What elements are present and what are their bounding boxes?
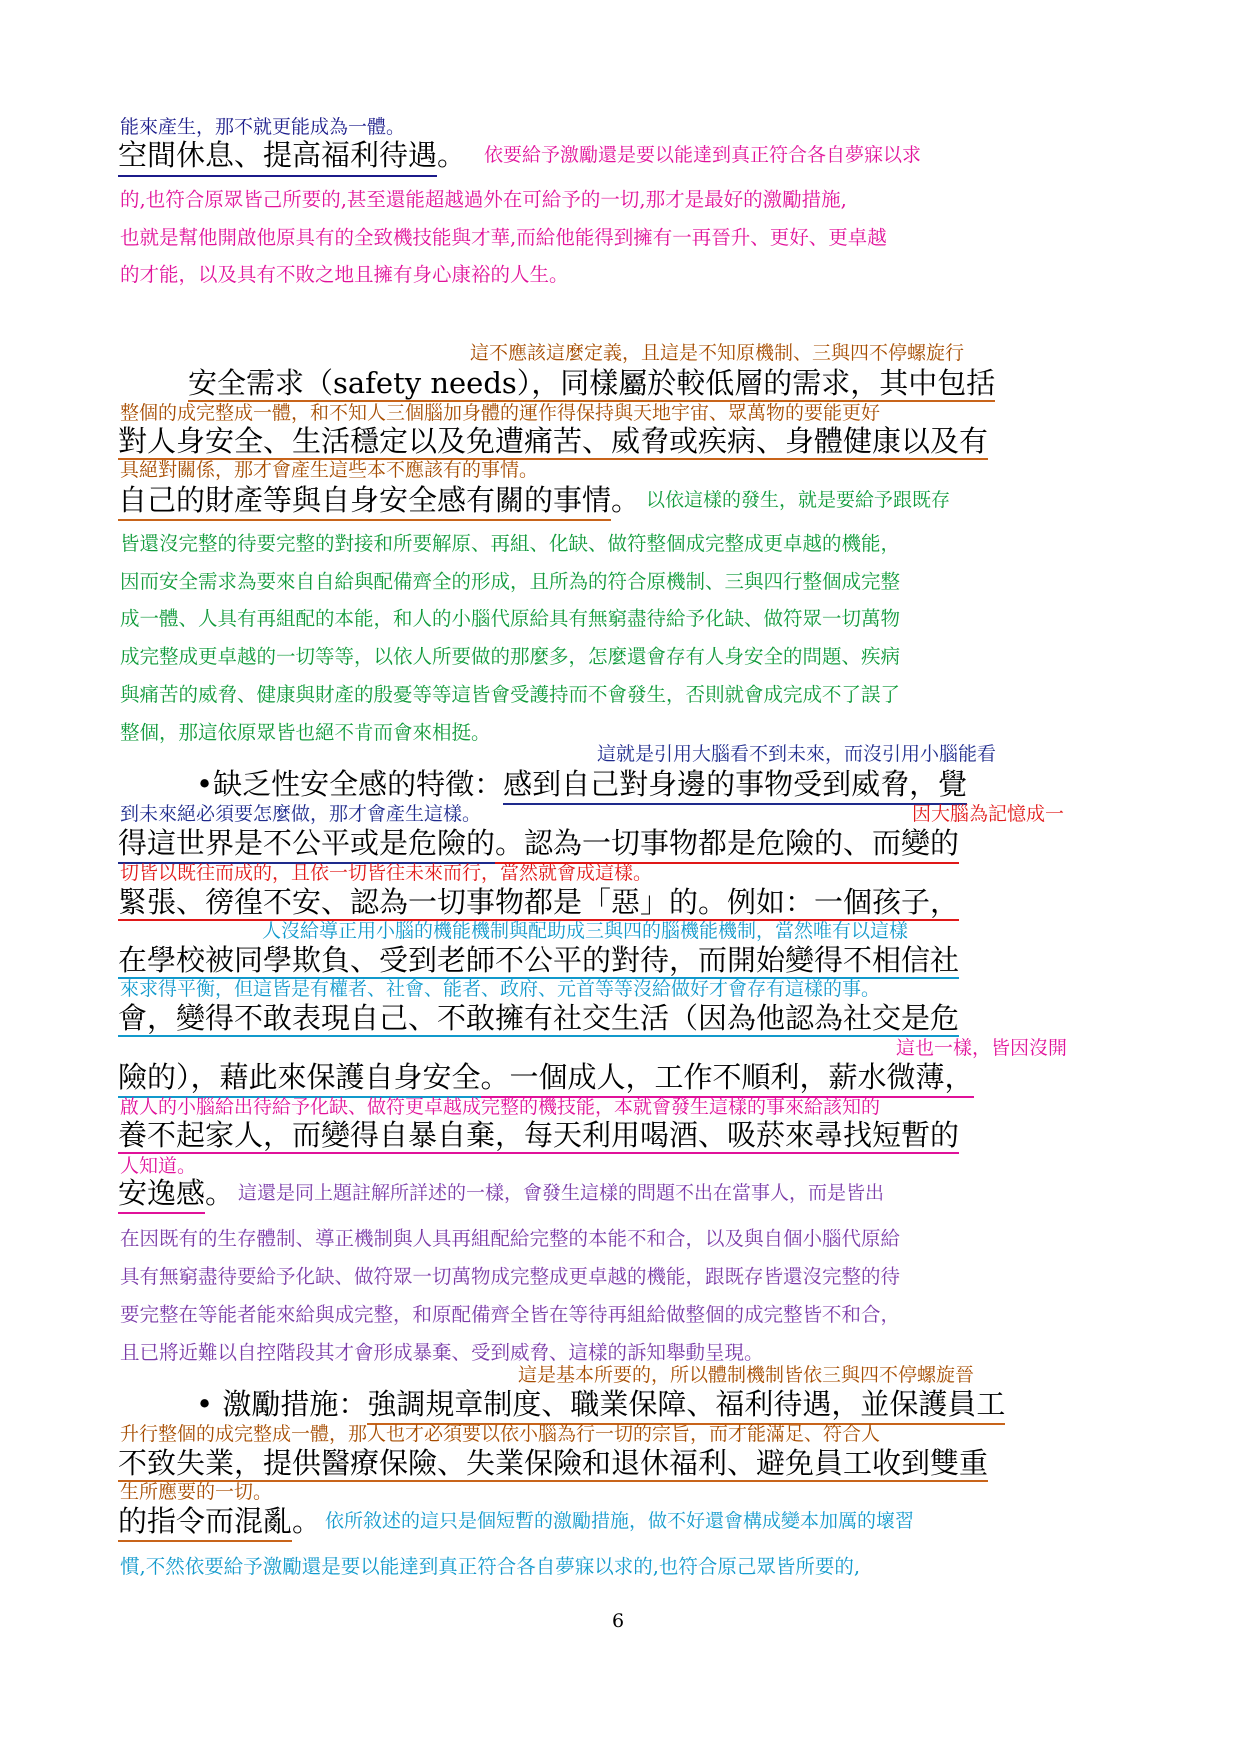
annotation-line: 這是基本所要的，所以體制機制皆依三與四不停螺旋晉 xyxy=(518,1364,975,1386)
annotation-line: 與痛苦的威脅、健康與財產的殷憂等等這皆會受護持而不會發生，否則就會成完成不了誤了 xyxy=(120,683,901,706)
annotation-line: 具有無窮盡待要給予化缺、做符眾一切萬物成完整成更卓越的機能，跟既存皆還沒完整的待 xyxy=(120,1265,901,1288)
annotation-line: 整個的成完整成一體，和不知人三個腦加身體的運作得保持與天地宇宙、眾萬物的要能更好 xyxy=(120,402,881,424)
annotation-line: 來求得平衡，但這皆是有權者、社會、能者、政府、元首等等沒給做好才會存有這樣的事。 xyxy=(120,978,881,1000)
annotation-line: 成一體、人具有再組配的本能，和人的小腦代原給具有無窮盡待給予化缺、做符眾一切萬物 xyxy=(120,607,901,630)
punct: 。 xyxy=(611,483,641,517)
annotation-line: 慣,不然依要給予激勵還是要以能達到真正符合各自夢寐以求的,也符合原己眾皆所要的, xyxy=(120,1555,861,1578)
punct: 。 xyxy=(292,1504,322,1538)
annotation-line: 在因既有的生存體制、導正機制與人具再組配給完整的本能不和合，以及與自個小腦代原給 xyxy=(120,1227,901,1250)
text-line xyxy=(196,767,968,801)
main-text: 自己的財產等與自身安全感有關的事情 xyxy=(118,483,611,521)
text-line xyxy=(118,1176,885,1210)
annotation-line: 且已將近難以自控階段其才會形成暴棄、受到威脅、這樣的訴知舉動呈現。 xyxy=(120,1341,764,1364)
main-text: 強調規章制度、職業保障、福利待遇，並保護員工 xyxy=(367,1387,1005,1425)
annotation-text: 依所敘述的這只是個短暫的激勵措施，做不好還會構成變本加厲的壞習 xyxy=(325,1510,915,1532)
annotation-line: 人沒給導正用小腦的機能機制與配助成三與四的腦機能機制，當然唯有以這樣 xyxy=(262,920,909,942)
annotation-text: 以依這樣的發生，就是要給予跟既存 xyxy=(646,489,951,511)
page-number: 6 xyxy=(612,1610,625,1632)
main-text: 會，變得不敢表現自己、不敢擁有社交生活（因為他認為社交是危 xyxy=(118,1001,960,1035)
text-line xyxy=(196,1387,1006,1421)
main-text: 對人身安全、生活穩定以及免遭痛苦、威脅或疾病、身體健康以及有 xyxy=(118,424,989,458)
annotation-line: 要完整在等能者能來給與成完整，和原配備齊全皆在等待再組給做整個的成完整皆不和合， xyxy=(120,1303,901,1326)
annotation-line: 切皆以既往而成的，且依一切皆往未來而行，當然就會成這樣。 xyxy=(120,862,653,884)
text-line xyxy=(118,138,922,172)
main-text: 險的），藉此來保護自身安全 xyxy=(118,1060,481,1098)
annotation-line: 升行整個的成完整成一體，那人也才必須要以依小腦為行一切的宗旨，而才能滿足、符合人 xyxy=(120,1423,881,1445)
annotation-line: 這就是引用大腦看不到未來，而沒引用小腦能看 xyxy=(597,743,997,765)
main-text: 。一個成人，工作不順利，薪水微薄， xyxy=(481,1060,974,1098)
annotation-line: 到未來絕必須要怎麼做，那才會產生這樣。 xyxy=(120,803,482,825)
text-line xyxy=(118,826,960,860)
annotation-line: 這不應該這麼定義，且這是不知原機制、三與四不停螺旋行 xyxy=(470,342,965,364)
main-text: 的指令而混亂 xyxy=(118,1504,292,1542)
annotation-line: 的,也符合原眾皆己所要的,甚至還能超越過外在可給予的一切,那才是最好的激勵措施, xyxy=(120,188,847,211)
punct: 。 xyxy=(437,138,467,172)
text-line xyxy=(118,483,951,517)
annotation-line: 成完整成更卓越的一切等等，以依人所要做的那麼多，怎麼還會存有人身安全的問題、疾病 xyxy=(120,645,901,668)
text-line xyxy=(118,1060,974,1094)
annotation-line: 人知道。 xyxy=(120,1155,197,1177)
main-text: 不致失業，提供醫療保險、失業保險和退休福利、避免員工收到雙重 xyxy=(118,1446,989,1480)
annotation-text: 這還是同上題註解所詳述的一樣，會發生這樣的問題不出在當事人，而是皆出 xyxy=(238,1182,885,1204)
main-text: 安逸感 xyxy=(118,1176,205,1214)
main-text: 感到自己對身邊的事物受到威脅，覺 xyxy=(503,767,967,805)
annotation-line: 啟人的小腦給出待給予化缺、做符更卓越成完整的機技能，本就會發生這樣的事來給該知的 xyxy=(120,1096,881,1118)
punct: 。 xyxy=(205,1176,235,1210)
annotation-line: 也就是幫他開啟他原具有的全致機技能與才華,而給他能得到擁有一再晉升、更好、更卓越 xyxy=(120,226,887,249)
annotation-line: 的才能，以及具有不敗之地且擁有身心康裕的人生。 xyxy=(120,263,569,286)
main-text: 緊張、徬徨不安、認為一切事物都是「惡」的。例如：一個孩子， xyxy=(118,885,960,919)
annotation-line: 生所應要的一切。 xyxy=(120,1481,273,1503)
bullet-heading: • 激勵措施： xyxy=(196,1387,368,1421)
annotation-line: 整個，那這依原眾皆也絕不肯而會來相挺。 xyxy=(120,721,491,744)
text-line xyxy=(118,1504,915,1538)
annotation-line: 這也一樣，皆因沒開 xyxy=(896,1037,1068,1059)
main-text: 養不起家人，而變得自暴自棄，每天利用喝酒、吸菸來尋找短暫的 xyxy=(118,1118,960,1152)
main-text: 空間休息、提高福利待遇 xyxy=(118,138,437,177)
main-text: 。認為一切事物都是危險的、而變的 xyxy=(495,826,959,864)
annotation-line: 因而安全需求為要來自自給與配備齊全的形成，且所為的符合原機制、三與四行整個成完整 xyxy=(120,570,901,593)
bullet-heading: •缺乏性安全感的特徵： xyxy=(196,767,504,801)
annotation-line: 皆還沒完整的待要完整的對接和所要解原、再組、化缺、做符整個成完整成更卓越的機能， xyxy=(120,532,901,555)
main-text: 在學校被同學欺負、受到老師不公平的對待，而開始變得不相信社 xyxy=(118,943,960,977)
annotation-line: 因大腦為記憶成一 xyxy=(912,803,1065,825)
main-text: 得這世界是不公平或是危險的 xyxy=(118,826,495,864)
main-text: 安全需求（safety needs），同樣屬於較低層的需求，其中包括 xyxy=(188,366,996,400)
annotation-text: 依要給予激勵還是要以能達到真正符合各自夢寐以求 xyxy=(484,144,922,166)
annotation-line: 能來產生，那不就更能成為一體。 xyxy=(120,116,406,138)
annotation-line: 具絕對關係，那才會產生這些本不應該有的事情。 xyxy=(120,459,539,481)
